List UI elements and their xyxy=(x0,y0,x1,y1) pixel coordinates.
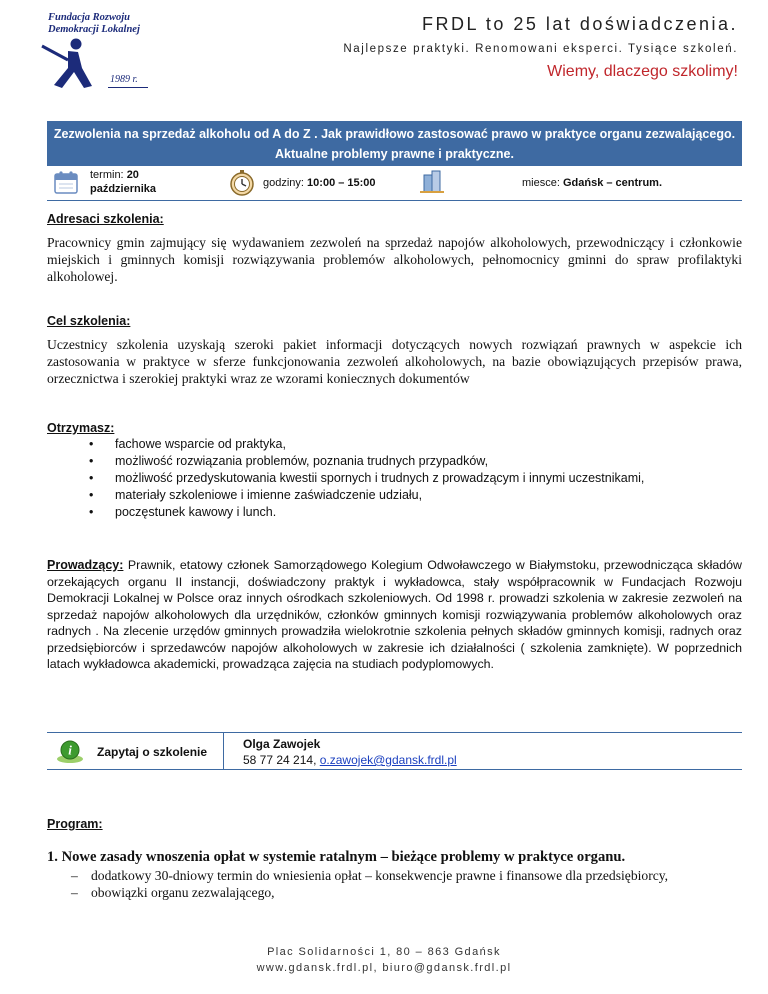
program-subpoint xyxy=(47,884,742,901)
program-point-1: 1. Nowe zasady wnoszenia opłat w systemie ratalnym – bieżące problemy w praktyce organu. xyxy=(47,849,626,865)
addressees-heading: Adresaci szkolenia: xyxy=(47,212,164,226)
list-item: • poczęstunek kawowy i lunch. xyxy=(87,504,742,521)
logo-org-line2: Demokracji Lokalnej xyxy=(48,24,140,35)
footer xyxy=(0,944,768,976)
benefits-heading: Otrzymasz: xyxy=(47,421,115,435)
contact-box xyxy=(47,732,742,770)
place-label: miesce: xyxy=(522,177,560,189)
list-item: • możliwość rozwiązania problemów, poznania trudnych przypadków, xyxy=(87,453,742,470)
trainer-text: Prawnik, etatowy członek Samorządowego Kolegium Odwoławczego w Białymstoku, przewodnicząca składów orzekających organu II instancji, doświadczony praktyk i wykładowca, stały współpracownik w Fundacjach Rozwoju Demokracji Lokalnej w Polsce oraz innych ośrodkach szkoleniowych. Od 1998 r. prowadzi szkolenia w zakresie zezwoleń na sprzedaż napojów alkoholowych dla urzędników, członków gminnych komisji rozwiązywania problemów alkoholowych oraz radnych . Na zlecenie urzędów gminnych prowadziła wielokrotnie szkolenia pełnych składów gminnych komisji, radnych oraz przedsiębiorców i sprzedawców napojów alkoholowych w zakresie ich działalności ( szkolenia zamknięte). W poprzednich latach wykładowca akademicki, prowadząca zajęcia na studiach podyplomowych. xyxy=(47,558,742,671)
hours-value: 10:00 – 15:00 xyxy=(307,177,376,189)
frdl-logo xyxy=(30,12,160,88)
footer-web: www.gdansk.frdl.pl, biuro@gdansk.frdl.pl xyxy=(256,962,512,974)
list-item: • fachowe wsparcie od praktyka, xyxy=(87,436,742,453)
program-section xyxy=(47,817,742,901)
logo-org-name xyxy=(48,12,140,36)
logo-year: 1989 r. xyxy=(110,74,138,85)
hours-info xyxy=(263,176,376,190)
logo-underline xyxy=(108,87,148,88)
svg-text:i: i xyxy=(68,742,72,758)
program-subpoint-text: dodatkowy 30-dniowy termin do wniesienia opłat – konsekwencje prawne i finansowe dla przedsiębiorcy, xyxy=(91,868,669,883)
contact-email-link[interactable]: o.zawojek@gdansk.frdl.pl xyxy=(319,753,457,767)
addressees-section xyxy=(47,212,742,285)
program-subpoint xyxy=(47,867,742,884)
walking-figure-icon xyxy=(40,38,100,90)
program-heading: Program: xyxy=(47,817,103,831)
ask-about-training-button[interactable]: Zapytaj o szkolenie xyxy=(97,745,208,759)
contact-name: Olga Zawojek xyxy=(243,737,321,751)
place-info xyxy=(522,176,662,190)
place-value: Gdańsk – centrum. xyxy=(562,177,663,189)
trainer-heading: Prowadzący: xyxy=(47,558,124,572)
hours-label: godziny: xyxy=(263,177,304,189)
dash-marker: – xyxy=(71,885,78,900)
term-label: termin: xyxy=(90,169,124,181)
term-info xyxy=(90,168,156,196)
header-subtitle: Najlepsze praktyki. Renomowani eksperci. Tysiące szkoleń. xyxy=(343,43,738,55)
contact-phone-line xyxy=(243,753,457,767)
goal-text: Uczestnicy szkolenia uzyskają szeroki pakiet informacji dotyczących nowych rozwiązań prawnych w aspekcie ich zastosowania w praktyce w sferze funkcjonowania zezwoleń alkoholowych, na bazie obowiązujących przepisów prawa, orzecznictwa i szerokiej praktyki wraz ze wzorami koniecznych dokumentów xyxy=(47,337,742,386)
list-item: • materiały szkoleniowe i imienne zaświadczenie udziału, xyxy=(87,487,742,504)
building-icon xyxy=(418,169,446,198)
course-info-row xyxy=(47,166,742,201)
term-day: 20 xyxy=(126,169,139,181)
list-item: • możliwość przedyskutowania kwestii spornych i trudnych z prowadzącym i innymi uczestnikami, xyxy=(87,470,742,487)
benefits-list xyxy=(87,436,742,521)
goal-section xyxy=(47,314,742,387)
program-subpoint-text: obowiązki organu zezwalającego, xyxy=(91,885,275,900)
addressees-text: Pracownicy gmin zajmujący się wydawaniem zezwoleń na sprzedaż napojów alkoholowych, przewodniczący i członkowie miejskich i gminnych komisji rozwiązywania problemów alkoholowych, pełnomocnicy gminni do spraw profilaktyki alkoholowej. xyxy=(47,235,742,284)
header-title: FRDL to 25 lat doświadczenia. xyxy=(422,14,738,34)
term-month: października xyxy=(90,183,157,195)
logo-org-line1: Fundacja Rozwoju xyxy=(48,12,130,23)
info-icon xyxy=(55,739,85,768)
dash-marker: – xyxy=(71,868,78,883)
goal-heading: Cel szkolenia: xyxy=(47,314,131,328)
trainer-section xyxy=(47,557,742,673)
calendar-icon xyxy=(53,169,79,198)
contact-phone: 58 77 24 214, xyxy=(243,753,317,767)
footer-address: Plac Solidarności 1, 80 – 863 Gdańsk xyxy=(267,946,501,958)
header-accent: Wiemy, dlaczego szkolimy! xyxy=(547,63,738,80)
course-title: Zezwolenia na sprzedaż alkoholu od A do Z . Jak prawidłowo zastosować prawo w praktyce organu zezwalającego. Aktualne problemy prawne i praktyczne. xyxy=(47,121,742,166)
benefits-section xyxy=(47,421,742,521)
contact-divider xyxy=(223,733,224,770)
clock-icon xyxy=(229,169,255,200)
